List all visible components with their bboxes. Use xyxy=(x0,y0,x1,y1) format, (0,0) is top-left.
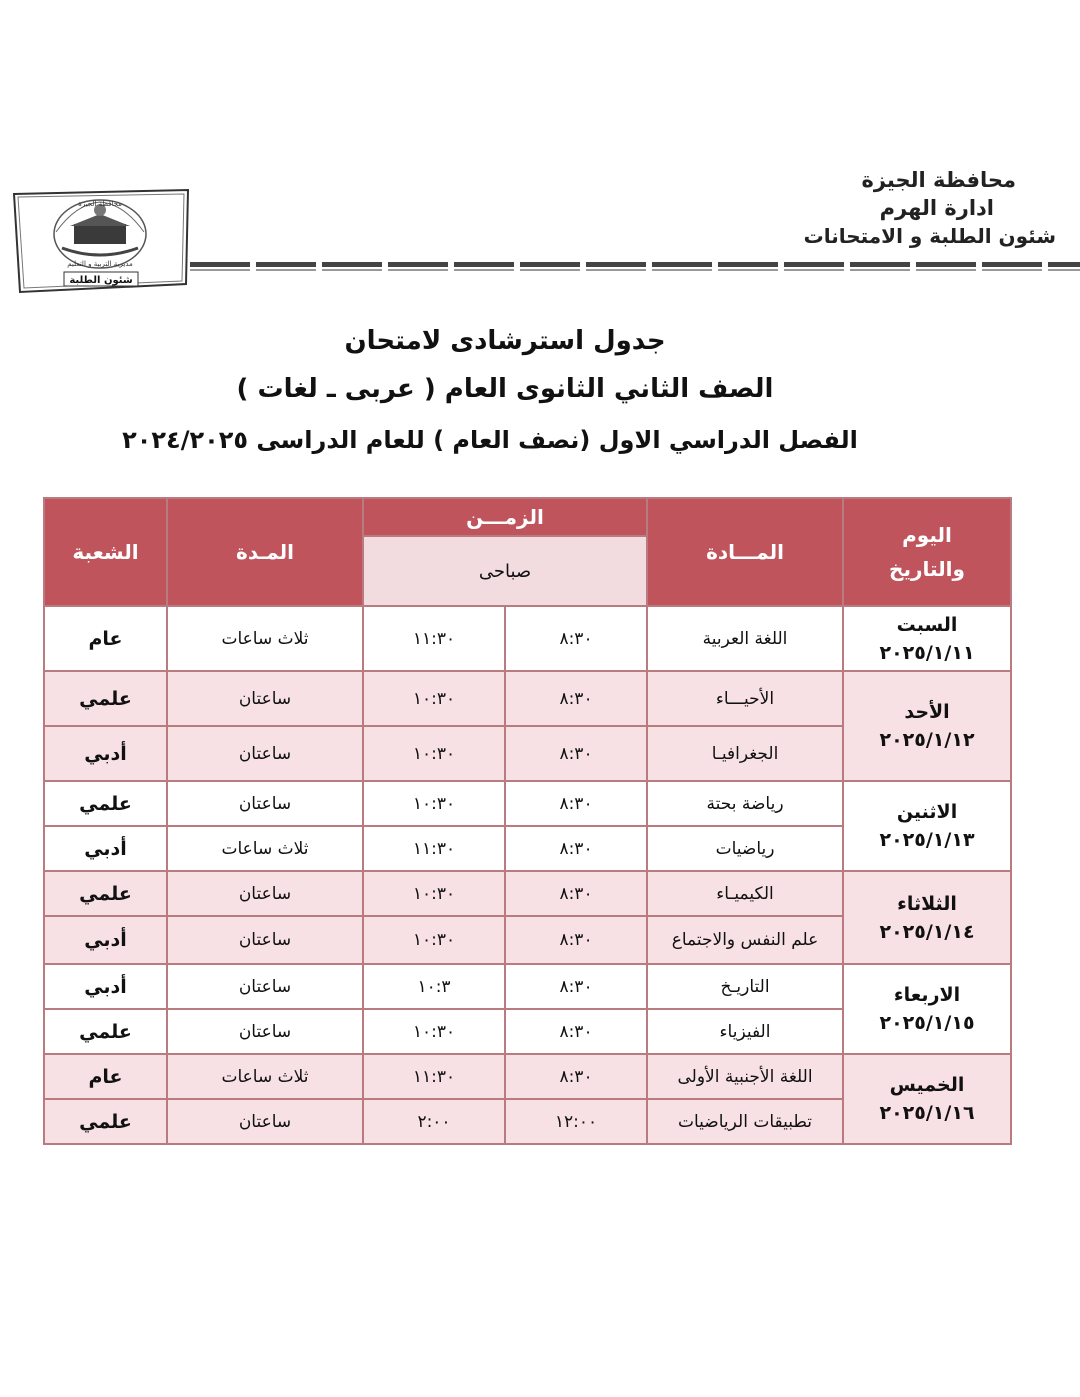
branch-cell: أدبي xyxy=(44,726,167,781)
end-time-cell: ١٠:٣ xyxy=(363,964,505,1009)
title-line2: الصف الثاني الثانوى العام ( عربى ـ لغات ) xyxy=(236,374,774,404)
duration-cell: ساعتان xyxy=(167,1099,363,1144)
branch-cell: عام xyxy=(44,606,167,671)
duration-cell: ساعتان xyxy=(167,671,363,726)
logo-caption: شئون الطلبة xyxy=(69,275,133,286)
day-date-cell xyxy=(843,671,1011,781)
table-row xyxy=(44,671,1011,726)
end-time-cell: ١٠:٣٠ xyxy=(363,1009,505,1054)
subject-cell: اللغة الأجنبية الأولى xyxy=(647,1054,843,1099)
end-time-cell: ١١:٣٠ xyxy=(363,1054,505,1099)
governorate-name: محافظة الجيزة xyxy=(861,168,1016,192)
branch-cell: علمي xyxy=(44,871,167,916)
header-time: الزمـــن xyxy=(363,498,647,536)
subject-cell: اللغة العربية xyxy=(647,606,843,671)
branch-cell: أدبي xyxy=(44,916,167,964)
administration-name: ادارة الهرم xyxy=(879,196,994,220)
subject-cell: التاريـخ xyxy=(647,964,843,1009)
day-name: الثلاثاء xyxy=(897,892,957,915)
duration-cell: ساعتان xyxy=(167,781,363,826)
start-time-cell: ٨:٣٠ xyxy=(505,826,647,871)
title-line3: الفصل الدراسي الاول (نصف العام ) للعام الدراسى ٢٠٢٤/٢٠٢٥ xyxy=(122,426,858,454)
start-time-cell: ٨:٣٠ xyxy=(505,871,647,916)
day-date-cell xyxy=(843,964,1011,1054)
subject-cell: الأحيـــاء xyxy=(647,671,843,726)
start-time-cell: ٨:٣٠ xyxy=(505,1054,647,1099)
day-name: الأحد xyxy=(904,701,950,723)
logo-mid-text: مديرية التربية و التعليم xyxy=(67,260,133,268)
table-row xyxy=(44,781,1011,826)
start-time-cell: ٨:٣٠ xyxy=(505,781,647,826)
day-name: الخميس xyxy=(889,1074,965,1096)
start-time-cell: ١٢:٠٠ xyxy=(505,1099,647,1144)
subject-cell: رياضيات xyxy=(647,826,843,871)
table-row xyxy=(44,871,1011,916)
branch-cell: أدبي xyxy=(44,826,167,871)
start-time-cell: ٨:٣٠ xyxy=(505,726,647,781)
title-line1: جدول استرشادى لامتحان xyxy=(344,326,666,356)
exam-date: ٢٠٢٥/١/١٢ xyxy=(879,729,975,751)
day-name: الاثنين xyxy=(896,801,958,823)
table-row xyxy=(44,964,1011,1009)
branch-cell: علمي xyxy=(44,781,167,826)
subject-cell: علم النفس والاجتماع xyxy=(647,916,843,964)
exam-date: ٢٠٢٥/١/١١ xyxy=(879,641,975,664)
start-time-cell: ٨:٣٠ xyxy=(505,916,647,964)
start-time-cell: ٨:٣٠ xyxy=(505,671,647,726)
day-date-cell xyxy=(843,871,1011,964)
subject-cell: الفيزياء xyxy=(647,1009,843,1054)
subject-cell: رياضة بحتة xyxy=(647,781,843,826)
subject-cell: الكيميـاء xyxy=(647,871,843,916)
header-branch: الشعبة xyxy=(44,498,167,606)
end-time-cell: ١٠:٣٠ xyxy=(363,726,505,781)
duration-cell: ساعتان xyxy=(167,871,363,916)
duration-cell: ساعتان xyxy=(167,964,363,1009)
header-session: صباحى xyxy=(363,536,647,606)
exam-schedule-table xyxy=(43,497,1012,1145)
exam-date: ٢٠٢٥/١/١٥ xyxy=(879,1012,975,1034)
end-time-cell: ١١:٣٠ xyxy=(363,826,505,871)
subject-cell: تطبيقات الرياضيات xyxy=(647,1099,843,1144)
exam-date: ٢٠٢٥/١/١٦ xyxy=(879,1102,975,1124)
duration-cell: ساعتان xyxy=(167,1009,363,1054)
branch-cell: عام xyxy=(44,1054,167,1099)
duration-cell: ساعتان xyxy=(167,726,363,781)
duration-cell: ثلاث ساعات xyxy=(167,1054,363,1099)
end-time-cell: ١٠:٣٠ xyxy=(363,916,505,964)
end-time-cell: ٢:٠٠ xyxy=(363,1099,505,1144)
exam-date: ٢٠٢٥/١/١٣ xyxy=(879,829,975,851)
header-rule-thick xyxy=(190,262,1080,267)
duration-cell: ساعتان xyxy=(167,916,363,964)
subject-cell: الجغرافيـا xyxy=(647,726,843,781)
day-name: الاربعاء xyxy=(893,984,961,1006)
header-subject: المـــادة xyxy=(647,498,843,606)
start-time-cell: ٨:٣٠ xyxy=(505,964,647,1009)
exam-date: ٢٠٢٥/١/١٤ xyxy=(879,920,975,943)
logo xyxy=(12,186,190,298)
end-time-cell: ١١:٣٠ xyxy=(363,606,505,671)
header-day-date: اليوم والتاريخ xyxy=(843,498,1011,606)
logo-top-text: محافظة الجيزة xyxy=(78,200,122,208)
start-time-cell: ٨:٣٠ xyxy=(505,606,647,671)
day-date-cell xyxy=(843,1054,1011,1144)
day-date-cell xyxy=(843,606,1011,671)
branch-cell: علمي xyxy=(44,1099,167,1144)
branch-cell: علمي xyxy=(44,1009,167,1054)
duration-cell: ثلاث ساعات xyxy=(167,826,363,871)
table-row xyxy=(44,1054,1011,1099)
table-row xyxy=(44,606,1011,671)
schedule-body xyxy=(44,606,1011,1144)
header-rule-thin xyxy=(190,269,1080,271)
duration-cell: ثلاث ساعات xyxy=(167,606,363,671)
branch-cell: علمي xyxy=(44,671,167,726)
end-time-cell: ١٠:٣٠ xyxy=(363,781,505,826)
day-name: السبت xyxy=(896,613,958,636)
end-time-cell: ١٠:٣٠ xyxy=(363,871,505,916)
start-time-cell: ٨:٣٠ xyxy=(505,1009,647,1054)
header-duration: المـدة xyxy=(167,498,363,606)
branch-cell: أدبي xyxy=(44,964,167,1009)
day-date-cell xyxy=(843,781,1011,871)
header-organization xyxy=(656,166,1056,250)
department-name: شئون الطلبة و الامتحانات xyxy=(803,224,1056,248)
end-time-cell: ١٠:٣٠ xyxy=(363,671,505,726)
